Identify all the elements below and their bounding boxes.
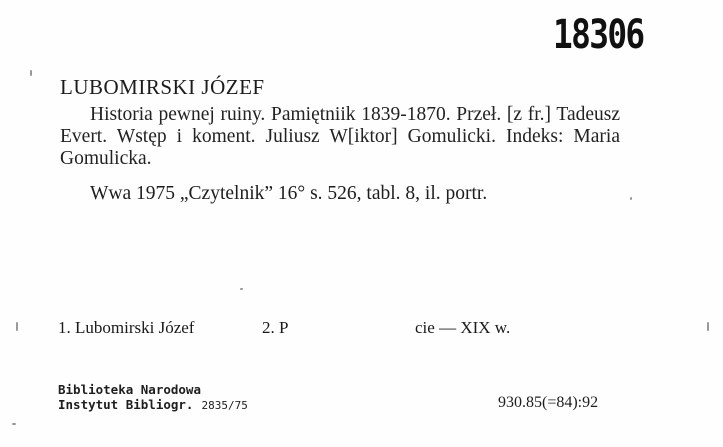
subject-heading-2-start: 2. P (262, 318, 289, 337)
title-description: Historia pewnej ruiny. Pamiętniik 1839-1870. Przeł. [z fr.] Tadeusz Evert. Wstęp i koment. Juliusz W[iktor] Gomulicki. Indeks: Maria Gomulicka. (60, 104, 620, 169)
publication-imprint: Wwa 1975 „Czytelnik” 16° s. 526, tabl. 8, il. portr. (90, 183, 488, 204)
paper-speck (12, 423, 16, 425)
institution-department-line (58, 397, 248, 413)
classification-number: 930.85(=84):92 (498, 394, 599, 411)
institution-reference: 2835/75 (201, 399, 248, 412)
institution-department: Instytut Bibliogr. (58, 397, 194, 412)
subject-heading-1: 1. Lubomirski Józef (58, 318, 195, 337)
paper-speck (16, 322, 18, 331)
card-number: 18306 (553, 12, 644, 58)
institution-name: Biblioteka Narodowa (58, 382, 201, 397)
paper-speck (240, 288, 243, 290)
paper-speck (30, 70, 32, 76)
author-heading: LUBOMIRSKI JÓZEF (60, 75, 265, 99)
institution-stamp (58, 382, 248, 413)
subject-heading-2-end: cie — XIX w. (415, 318, 511, 337)
paper-speck (707, 322, 709, 331)
subject-headings (58, 318, 578, 342)
paper-speck (630, 197, 632, 200)
